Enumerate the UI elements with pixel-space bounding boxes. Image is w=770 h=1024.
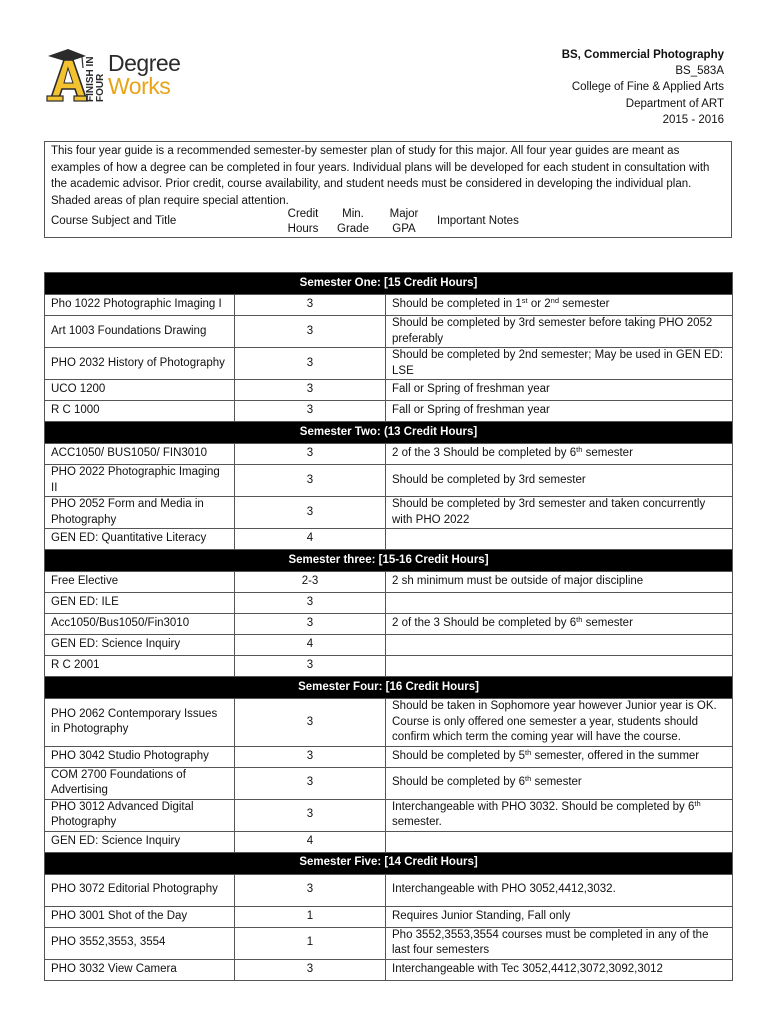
course-title: Free Elective (45, 572, 235, 593)
credit-hours: 4 (235, 831, 386, 852)
semester-header (45, 852, 733, 874)
brand-degree: Degree (108, 50, 181, 76)
semester-plan-table (44, 272, 733, 981)
course-row (45, 906, 733, 927)
credit-hours: 3 (235, 348, 386, 380)
credit-hours: 4 (235, 529, 386, 550)
credit-hours: 3 (235, 656, 386, 677)
intro-box (44, 141, 732, 238)
course-title: COM 2700 Foundations of Advertising (45, 767, 235, 799)
semester-title: Semester Two: (13 Credit Hours] (45, 422, 733, 444)
course-row (45, 529, 733, 550)
important-note: Should be completed by 3rd semester before taking PHO 2052 preferably (386, 316, 733, 348)
important-note: 2 of the 3 Should be completed by 6th semester (386, 614, 733, 635)
credit-hours: 3 (235, 465, 386, 497)
course-title: Pho 1022 Photographic Imaging I (45, 295, 235, 316)
course-title: R C 2001 (45, 656, 235, 677)
credit-hours: 3 (235, 699, 386, 747)
course-row (45, 593, 733, 614)
course-title: PHO 3001 Shot of the Day (45, 906, 235, 927)
important-note: Fall or Spring of freshman year (386, 380, 733, 401)
course-row (45, 295, 733, 316)
course-row (45, 401, 733, 422)
college-name: College of Fine & Applied Arts (571, 81, 724, 94)
credit-hours: 1 (235, 906, 386, 927)
important-note: Should be completed by 3rd semester and taken concurrently with PHO 2022 (386, 497, 733, 529)
course-title: PHO 3042 Studio Photography (45, 746, 235, 767)
course-row (45, 831, 733, 852)
department-name: Department of ART (625, 97, 724, 110)
credit-hours: 3 (235, 959, 386, 980)
important-note: 2 of the 3 Should be completed by 6th semester (386, 444, 733, 465)
semester-title: Semester three: [15-16 Credit Hours] (45, 550, 733, 572)
course-row (45, 348, 733, 380)
col-header-course: Course Subject and Title (51, 215, 177, 228)
course-row (45, 380, 733, 401)
col-header-min-grade: Min. Grade (337, 207, 369, 235)
important-note (386, 831, 733, 852)
important-note: Should be completed by 2nd semester; May be used in GEN ED: LSE (386, 348, 733, 380)
course-title: PHO 3072 Editorial Photography (45, 874, 235, 906)
column-headers (45, 206, 731, 238)
credit-hours: 3 (235, 874, 386, 906)
program-code: BS_583A (675, 65, 724, 78)
important-note: Fall or Spring of freshman year (386, 401, 733, 422)
course-title: PHO 3552,3553, 3554 (45, 927, 235, 959)
course-row (45, 316, 733, 348)
academic-years: 2015 - 2016 (662, 113, 724, 126)
course-title: GEN ED: ILE (45, 593, 235, 614)
important-note: Should be completed by 5th semester, offered in the summer (386, 746, 733, 767)
course-row (45, 959, 733, 980)
course-title: GEN ED: Science Inquiry (45, 635, 235, 656)
course-row (45, 927, 733, 959)
important-note: Should be completed in 1st or 2nd semester (386, 295, 733, 316)
course-row (45, 614, 733, 635)
important-note: Should be taken in Sophomore year however Junior year is OK. Course is only offered one semester a year, students should confirm which term the coming year will have the course. (386, 699, 733, 747)
col-header-notes: Important Notes (437, 215, 519, 228)
semester-header (45, 273, 733, 295)
course-title: ACC1050/ BUS1050/ FIN3010 (45, 444, 235, 465)
important-note: Requires Junior Standing, Fall only (386, 906, 733, 927)
col-header-credit: Credit Hours (287, 207, 319, 235)
semester-title: Semester Five: [14 Credit Hours] (45, 852, 733, 874)
semester-header (45, 422, 733, 444)
important-note (386, 593, 733, 614)
program-title: BS, Commercial Photography (561, 49, 724, 61)
important-note: Should be completed by 3rd semester (386, 465, 733, 497)
credit-hours: 3 (235, 614, 386, 635)
important-note (386, 635, 733, 656)
semester-title: Semester Four: [16 Credit Hours] (45, 677, 733, 699)
course-title: PHO 3032 View Camera (45, 959, 235, 980)
important-note: Interchangeable with Tec 3052,4412,3072,3092,3012 (386, 959, 733, 980)
important-note: Interchangeable with PHO 3032. Should be completed by 6th semester. (386, 799, 733, 831)
semester-title: Semester One: [15 Credit Hours] (45, 273, 733, 295)
course-row (45, 465, 733, 497)
col-header-major-gpa: Major GPA (389, 207, 419, 235)
intro-text: This four year guide is a recommended semester-by semester plan of study for this major. All four year guides are meant as examples of how a degree can be completed in four years. Individual plans will be developed for each student in consultation with the academic advisor. Prior credit, course availability, and student needs must be considered in developing the individual plan. Shaded areas of plan require special attention. (51, 145, 710, 207)
credit-hours: 3 (235, 295, 386, 316)
course-row (45, 635, 733, 656)
important-note (386, 529, 733, 550)
degree-works-logo (44, 46, 184, 102)
course-row (45, 799, 733, 831)
finish-in-four-mark: FINISH IN FOUR (85, 56, 106, 102)
course-title: UCO 1200 (45, 380, 235, 401)
course-title: PHO 2022 Photographic Imaging II (45, 465, 235, 497)
important-note: Pho 3552,3553,3554 courses must be completed in any of the last four semesters (386, 927, 733, 959)
course-row (45, 444, 733, 465)
course-title: Art 1003 Foundations Drawing (45, 316, 235, 348)
course-title: PHO 2062 Contemporary Issues in Photography (45, 699, 235, 747)
course-row (45, 497, 733, 529)
course-row (45, 874, 733, 906)
credit-hours: 3 (235, 593, 386, 614)
semester-header (45, 677, 733, 699)
important-note: Interchangeable with PHO 3052,4412,3032. (386, 874, 733, 906)
credit-hours: 3 (235, 316, 386, 348)
credit-hours: 3 (235, 401, 386, 422)
course-title: Acc1050/Bus1050/Fin3010 (45, 614, 235, 635)
course-title: GEN ED: Science Inquiry (45, 831, 235, 852)
course-title: PHO 2032 History of Photography (45, 348, 235, 380)
credit-hours: 3 (235, 497, 386, 529)
graduation-cap-a-icon (44, 46, 88, 102)
credit-hours: 3 (235, 746, 386, 767)
credit-hours: 3 (235, 380, 386, 401)
course-row (45, 656, 733, 677)
course-row (45, 699, 733, 747)
course-title: R C 1000 (45, 401, 235, 422)
course-row (45, 767, 733, 799)
course-row (45, 572, 733, 593)
credit-hours: 2-3 (235, 572, 386, 593)
credit-hours: 3 (235, 799, 386, 831)
brand-works: Works (108, 73, 171, 99)
course-title: PHO 3012 Advanced Digital Photography (45, 799, 235, 831)
credit-hours: 3 (235, 444, 386, 465)
credit-hours: 1 (235, 927, 386, 959)
important-note: 2 sh minimum must be outside of major discipline (386, 572, 733, 593)
semester-header (45, 550, 733, 572)
course-title: PHO 2052 Form and Media in Photography (45, 497, 235, 529)
program-header (562, 47, 724, 128)
credit-hours: 3 (235, 767, 386, 799)
course-title: GEN ED: Quantitative Literacy (45, 529, 235, 550)
important-note: Should be completed by 6th semester (386, 767, 733, 799)
important-note (386, 656, 733, 677)
course-row (45, 746, 733, 767)
credit-hours: 4 (235, 635, 386, 656)
